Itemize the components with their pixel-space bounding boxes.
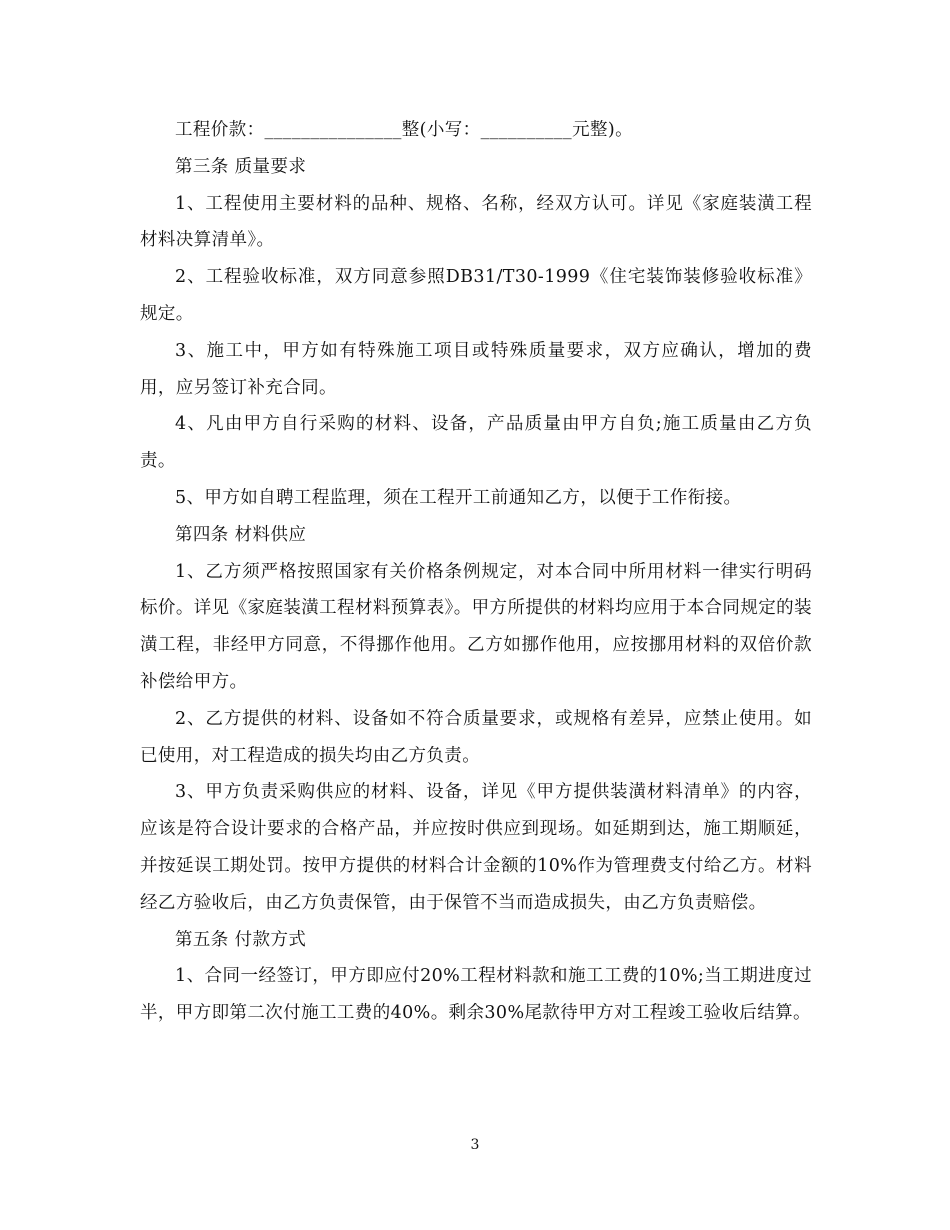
contract-body <box>140 112 812 1032</box>
section-heading-payment: 第五条 付款方式 <box>175 929 307 950</box>
page-number: 3 <box>470 1137 480 1153</box>
quality-clause-2: 2、工程验收标准，双方同意参照DB31/T30-1999《住宅装饰装修验收标准》规定。 <box>140 267 812 324</box>
quality-clause-4: 4、凡由甲方自行采购的材料、设备，产品质量由甲方自负;施工质量由乙方负责。 <box>140 414 812 472</box>
payment-clause-1: 1、合同一经签订，甲方即应付20%工程材料款和施工工费的10%;当工期进度过半，甲方即第二次付施工工费的40%。剩余30%尾款待甲方对工程竣工验收后结算。 <box>140 966 812 1024</box>
materials-clause-3: 3、甲方负责采购供应的材料、设备，详见《甲方提供装潢材料清单》的内容，应该是符合设计要求的合格产品，并应按时供应到现场。如延期到达，施工期顺延，并按延误工期处罚。按甲方提供的材料合计金额的10%作为管理费支付给乙方。材料经乙方验收后，由乙方负责保管，由于保管不当而造成损失，由乙方负责赔偿。 <box>140 782 812 913</box>
quality-clause-5: 5、甲方如自聘工程监理，须在工程开工前通知乙方，以便于工作衔接。 <box>175 487 742 508</box>
price-line: 工程价款：_______________整(小写：__________元整)。 <box>175 120 634 140</box>
section-heading-materials: 第四条 材料供应 <box>175 524 307 545</box>
quality-clause-1: 1、工程使用主要材料的品种、规格、名称，经双方认可。详见《家庭装潢工程材料决算清单》。 <box>140 193 812 251</box>
quality-clause-3: 3、施工中，甲方如有特殊施工项目或特殊质量要求，双方应确认，增加的费用，应另签订补充合同。 <box>140 340 812 398</box>
materials-clause-2: 2、乙方提供的材料、设备如不符合质量要求，或规格有差异，应禁止使用。如已使用，对工程造成的损失均由乙方负责。 <box>140 708 812 766</box>
materials-clause-1: 1、乙方须严格按照国家有关价格条例规定，对本合同中所用材料一律实行明码标价。详见《家庭装潢工程材料预算表》。甲方所提供的材料均应用于本合同规定的装潢工程，非经甲方同意，不得挪作他用。乙方如挪作他用，应按挪用材料的双倍价款补偿给甲方。 <box>140 561 812 692</box>
section-heading-quality: 第三条 质量要求 <box>175 156 307 177</box>
